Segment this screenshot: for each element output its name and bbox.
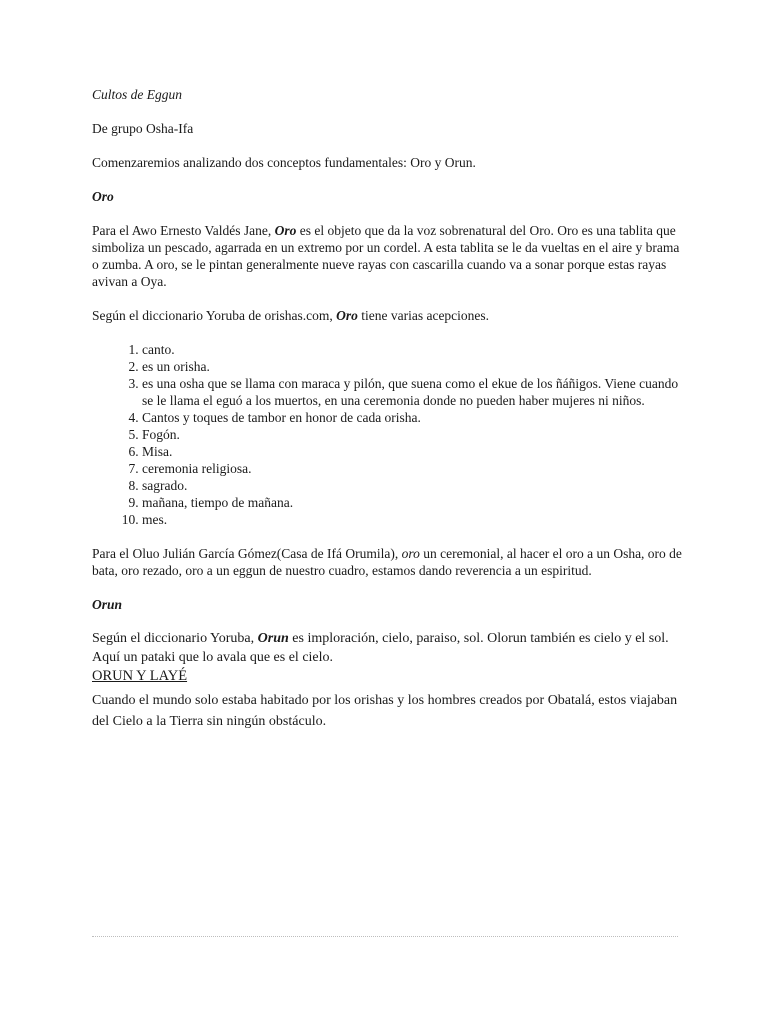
oro-p1-rest: es el objeto que da la voz sobrenatural del Oro. Oro es una tablita que simboliza un pescado, agarrada en un extremo por un cordel. A esta tablita se le da vueltas en el aire y brama o zumba. A oro, se le pintan generalmente nueve rayas con cascarilla cuando va a sonar porque estas rayas avivan a Oya. [92,223,680,289]
oro-p2-lead: Según el diccionario Yoruba de orishas.com, [92,308,337,323]
oro-paragraph-1 [92,222,682,290]
list-item: 7. ceremonia religiosa. [142,460,682,477]
oro-p1-term: Oro [274,223,297,238]
list-item: 2. es un orisha. [142,358,682,375]
list-item: 3. es una osha que se llama con maraca y pilón, que suena como el ekue de los ñáñigos. Viene cuando se le llama el eguó a los muertos, en una ceremonia donde no pueden haber mujeres ni niños. [142,375,682,409]
list-item: 1. canto. [142,341,682,358]
oro-paragraph-3 [92,545,682,579]
orun-p1-term: Orun [257,631,289,646]
oro-p3-rest: un ceremonial, al hacer el oro a un Osha, oro de bata, oro rezado, oro a un eggun de nuestro cuadro, estamos dando reverencia a un espiritud. [92,546,682,578]
document-subtitle: De grupo Osha-Ifa [92,121,194,136]
oro-p3-lead: Para el Oluo Julián García Gómez(Casa de Ifá Orumila), [92,546,402,561]
orun-p1-rest: es imploración, cielo, paraiso, sol. Olorun también es cielo y el sol. [288,631,669,646]
orun-p1-lead: Según el diccionario Yoruba, [92,631,258,646]
story-paragraph: Cuando el mundo solo estaba habitado por los orishas y los hombres creados por Obatalá, estos viajaban del Cielo a la Tierra sin ningún obstáculo. [92,693,678,729]
oro-p2-rest: tiene varias acepciones. [357,308,490,323]
section-heading-orun-y-laye: ORUN Y LAYÉ [92,668,188,684]
list-item: 6. Misa. [142,443,682,460]
list-item: 9. mañana, tiempo de mañana. [142,494,682,511]
oro-p2-term: Oro [336,308,358,323]
oro-paragraph-2 [92,307,682,324]
oro-p1-lead: Para el Awo Ernesto Valdés Jane, [92,223,275,238]
intro-paragraph: Comenzaremios analizando dos conceptos fundamentales: Oro y Orun. [92,155,476,170]
page-footer-divider [92,936,678,937]
list-item: 5. Fogón. [142,426,682,443]
document-title: Cultos de Eggun [92,87,182,102]
orun-paragraph-2: Aquí un pataki que lo avala que es el cielo. [92,650,334,665]
list-item: 8. sagrado. [142,477,682,494]
list-item: 10. mes. [142,511,682,528]
oro-p3-term: oro [401,546,420,561]
document-body [92,86,682,732]
orun-heading: Orun [92,597,123,612]
list-item: 4. Cantos y toques de tambor en honor de cada orisha. [142,409,682,426]
oro-heading: Oro [92,189,114,204]
oro-meanings-list [92,341,682,528]
orun-paragraph-1 [92,630,682,647]
